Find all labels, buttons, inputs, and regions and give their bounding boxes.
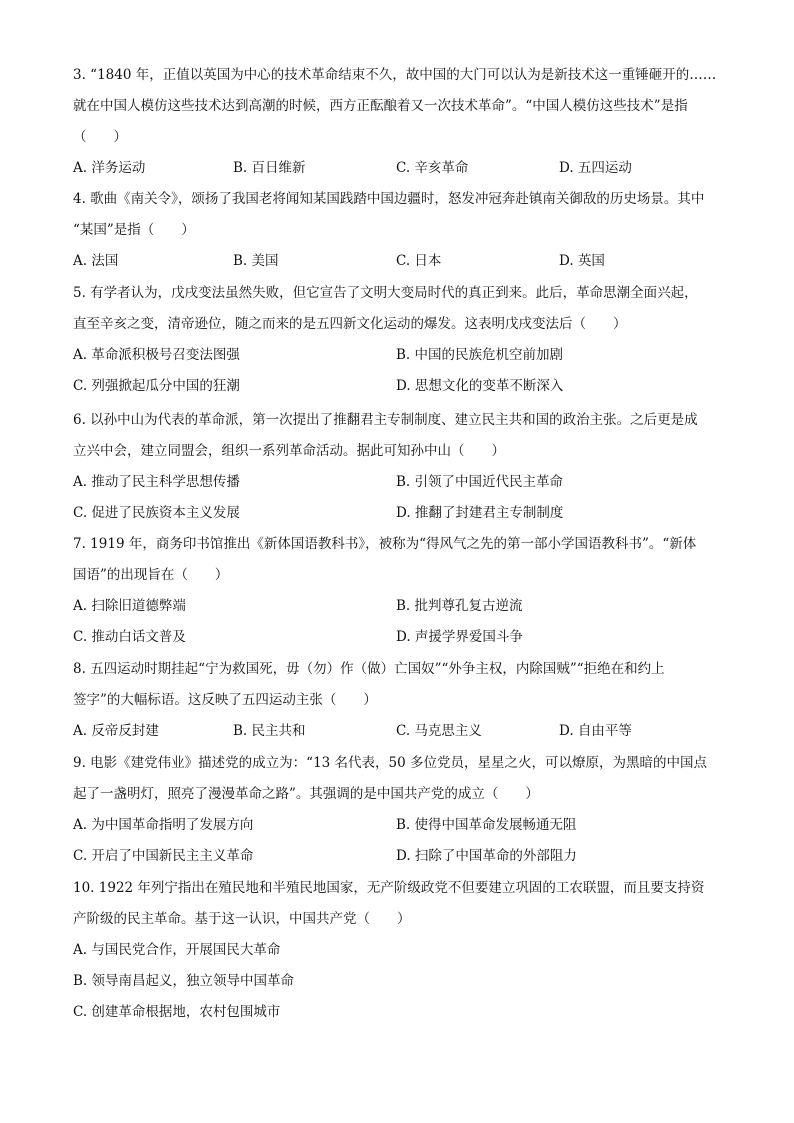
- question-6: [73, 405, 723, 529]
- question-text: 签字”的大幅标语。这反映了五四运动主张（ ）: [73, 692, 377, 708]
- option-a: A. 反帝反封建: [73, 723, 159, 739]
- options-row: [73, 371, 723, 402]
- options-row: [73, 153, 723, 184]
- question-text: 7. 1919 年，商务印书馆推出《新体国语教科书》，被称为“得风气之先的第一部小学国语教科书”。“新体: [73, 536, 697, 552]
- option-a: A. 与国民党合作，开展国民大革命: [73, 942, 281, 958]
- option-b: B. 美国: [233, 253, 279, 269]
- question-text: 8. 五四运动时期挂起“宁为救国死，毋（勿）作（做）亡国奴”“外争主权，内除国贼”“拒绝在和约上: [73, 661, 665, 677]
- options-row: [73, 591, 723, 622]
- options-row: [73, 498, 723, 529]
- options-row: [73, 622, 723, 653]
- option-b: B. 百日维新: [233, 160, 306, 176]
- option-b: B. 引领了中国近代民主革命: [396, 474, 564, 490]
- option-d: D. 推翻了封建君主专制制度: [396, 505, 564, 521]
- option-a: A. 为中国革命指明了发展方向: [73, 817, 254, 833]
- question-text: 产阶级的民主革命。基于这一认识，中国共产党（ ）: [73, 911, 411, 927]
- options-row: [73, 841, 723, 872]
- options-row: [73, 716, 723, 747]
- option-c: C. 开启了中国新民主主义革命: [73, 848, 254, 864]
- option-a: A. 革命派积极号召变法图强: [73, 347, 240, 363]
- option-c: C. 创建革命根据地，农村包围城市: [73, 1004, 281, 1020]
- option-b: B. 民主共和: [233, 723, 306, 739]
- question-text: 10. 1922 年列宁指出在殖民地和半殖民地国家，无产阶级政党不但要建立巩固的工农联盟，而且要支持资: [73, 880, 705, 896]
- question-8: [73, 654, 723, 747]
- option-c: C. 辛亥革命: [396, 160, 469, 176]
- option-c: C. 促进了民族资本主义发展: [73, 505, 240, 521]
- option-a: A. 洋务运动: [73, 160, 146, 176]
- option-d: D. 自由平等: [559, 723, 632, 739]
- question-text: 9. 电影《建党伟业》描述党的成立为：“13 名代表，50 多位党员，星星之火，可以燎原，为黑暗的中国点: [73, 755, 708, 771]
- option-d: D. 五四运动: [559, 160, 632, 176]
- option-d: D. 扫除了中国革命的外部阻力: [396, 848, 577, 864]
- option-c: C. 马克思主义: [396, 723, 482, 739]
- option-a: A. 法国: [73, 253, 119, 269]
- option-d: D. 思想文化的变革不断深入: [396, 378, 564, 394]
- question-text: 立兴中会，建立同盟会，组织一系列革命活动。据此可知孙中山（ ）: [73, 443, 505, 459]
- question-text: 5. 有学者认为，戊戌变法虽然失败，但它宣告了文明大变局时代的真正到来。此后，革命思潮全面兴起，: [73, 285, 698, 301]
- question-9: [73, 748, 723, 872]
- question-7: [73, 529, 723, 653]
- question-text: 国语”的出现旨在（ ）: [73, 567, 229, 583]
- option-d: D. 英国: [559, 253, 605, 269]
- option-c: C. 推动白话文普及: [73, 629, 186, 645]
- option-a: A. 扫除旧道德弊端: [73, 598, 186, 614]
- question-text: 6. 以孙中山为代表的革命派，第一次提出了推翻君主专制制度、建立民主共和国的政治主张。之后更是成: [73, 412, 698, 428]
- question-text: （ ）: [73, 129, 127, 145]
- question-3: [73, 60, 723, 184]
- question-text: 直至辛亥之变，清帝逊位，随之而来的是五四新文化运动的爆发。这表明戊戌变法后（ ）: [73, 316, 627, 332]
- question-10: [73, 873, 723, 1028]
- question-text: 就在中国人模仿这些技术达到高潮的时候，西方正酝酿着又一次技术革命”。“中国人模仿这些技术”是指: [73, 98, 688, 114]
- option-d: D. 声援学界爱国斗争: [396, 629, 523, 645]
- option-b: B. 领导南昌起义，独立领导中国革命: [73, 973, 295, 989]
- question-5: [73, 278, 723, 402]
- question-4: [73, 184, 723, 277]
- option-b: B. 中国的民族危机空前加剧: [396, 347, 564, 363]
- option-c: C. 日本: [396, 253, 442, 269]
- options-row: [73, 810, 723, 841]
- options-row: [73, 246, 723, 277]
- option-c: C. 列强掀起瓜分中国的狂潮: [73, 378, 240, 394]
- option-a: A. 推动了民主科学思想传播: [73, 474, 240, 490]
- question-text: 3. “1840 年，正值以英国为中心的技术革命结束不久，故中国的大门可以认为是新技术这一重锤砸开的……: [73, 67, 717, 83]
- options-row: [73, 340, 723, 371]
- question-text: “某国”是指（ ）: [73, 222, 195, 238]
- question-text: 4. 歌曲《南关令》，颂扬了我国老将闻知某国践踏中国边疆时，怒发冲冠奔赴镇南关御敌的历史场景。其中: [73, 191, 705, 207]
- option-b: B. 批判尊孔复古逆流: [396, 598, 523, 614]
- option-b: B. 使得中国革命发展畅通无阻: [396, 817, 577, 833]
- options-row: [73, 467, 723, 498]
- question-text: 起了一盏明灯，照亮了漫漫革命之路”。其强调的是中国共产党的成立（ ）: [73, 786, 539, 802]
